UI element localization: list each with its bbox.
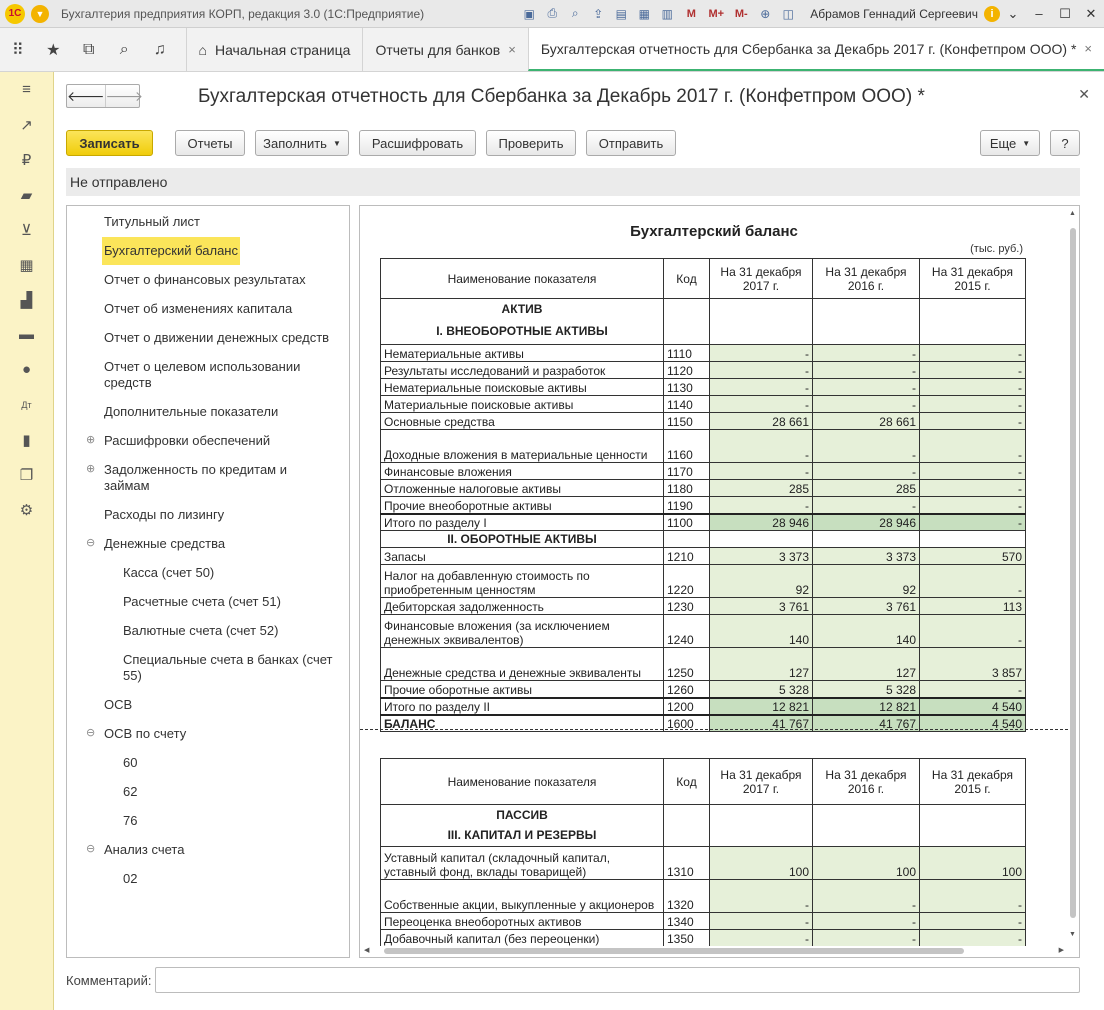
asset-table: [380, 258, 1026, 732]
row-name: Основные средства: [381, 413, 664, 430]
row-value-2015[interactable]: -: [920, 430, 1026, 463]
row-name: Результаты исследований и разработок: [381, 362, 664, 379]
row-name: Финансовые вложения: [381, 463, 664, 480]
row-value-2015[interactable]: -: [920, 345, 1026, 362]
blank-cell: [664, 825, 710, 847]
grid-menu-icon[interactable]: ⠿: [11, 41, 24, 59]
tab-home-label: Начальная страница: [214, 41, 351, 58]
gear-icon[interactable]: ⚙: [19, 501, 34, 519]
row-value-2015[interactable]: -: [920, 930, 1026, 947]
blank-cell: [813, 825, 920, 847]
row-code: 1150: [664, 413, 710, 430]
debit-credit-icon[interactable]: Дт: [21, 399, 32, 410]
tree-item-osv-account[interactable]: ОСВ по счету: [104, 726, 187, 741]
close-icon[interactable]: ×: [1084, 41, 1092, 56]
table-row: [381, 362, 1026, 379]
form-area: [54, 72, 1104, 1010]
table-row: [381, 698, 1026, 715]
table-row: [381, 648, 1026, 681]
table-row: [381, 497, 1026, 514]
table-row: [381, 463, 1026, 480]
table-row: [381, 548, 1026, 565]
row-code: 1350: [664, 930, 710, 947]
tab-bank-reports[interactable]: [362, 28, 527, 71]
blank-cell: [664, 319, 710, 345]
window-titlebar: [0, 0, 1104, 28]
tab-bar: [0, 28, 1104, 72]
header-col3: На 31 декабря 2015 г.: [920, 259, 1026, 299]
comment-input[interactable]: [155, 967, 1080, 993]
scroll-down-icon[interactable]: ▼: [1069, 931, 1076, 938]
row-code: 1600: [664, 715, 710, 732]
more-button-label: Еще: [989, 135, 1017, 151]
tree-item-cash-flow[interactable]: Отчет о движении денежных средств: [104, 330, 330, 345]
row-name: Налог на добавленную стоимость по приобретенным ценностям: [381, 565, 664, 598]
row-value-2015[interactable]: -: [920, 514, 1026, 531]
row-name: Дебиторская задолженность: [381, 598, 664, 615]
fill-button[interactable]: [255, 130, 349, 156]
status-text: Не отправлено: [70, 174, 168, 190]
row-value-2015[interactable]: 4 540: [920, 698, 1026, 715]
row-code: 1190: [664, 497, 710, 514]
table-row: [381, 913, 1026, 930]
section-asset: АКТИВ: [381, 299, 664, 319]
row-value-2016[interactable]: -: [813, 362, 920, 379]
row-value-2015[interactable]: 3 857: [920, 648, 1026, 681]
reports-button[interactable]: Отчеты: [175, 130, 245, 156]
row-value-2017[interactable]: 127: [710, 648, 813, 681]
row-value-2017[interactable]: 92: [710, 565, 813, 598]
table-row: [381, 880, 1026, 913]
row-value-2017[interactable]: -: [710, 362, 813, 379]
row-value-2017[interactable]: -: [710, 463, 813, 480]
doc-icon[interactable]: ▤: [615, 6, 627, 21]
row-value-2016[interactable]: -: [813, 463, 920, 480]
close-window-icon[interactable]: ✕: [1085, 5, 1097, 21]
blank-cell: [920, 319, 1026, 345]
blank-cell: [920, 531, 1026, 548]
liability-table: [380, 758, 1026, 946]
tree-item-02[interactable]: 02: [123, 871, 138, 886]
header-col1: На 31 декабря 2017 г.: [710, 759, 813, 805]
caret-down-icon: ▼: [1022, 138, 1031, 148]
blank-cell: [813, 805, 920, 825]
blank-cell: [813, 319, 920, 345]
bar-chart-icon[interactable]: ▮: [22, 431, 31, 449]
row-value-2015[interactable]: 113: [920, 598, 1026, 615]
row-value-2016[interactable]: 12 821: [813, 698, 920, 715]
factory-icon[interactable]: ▟: [20, 291, 33, 309]
row-value-2015[interactable]: -: [920, 379, 1026, 396]
tree-item-leasing[interactable]: Расходы по лизингу: [104, 507, 225, 522]
row-code: 1120: [664, 362, 710, 379]
blank-cell: [710, 319, 813, 345]
row-value-2017[interactable]: -: [710, 345, 813, 362]
scroll-up-icon[interactable]: ▲: [1069, 210, 1076, 217]
row-name: БАЛАНС: [381, 715, 664, 732]
row-value-2016[interactable]: 140: [813, 615, 920, 648]
row-code: 1170: [664, 463, 710, 480]
horizontal-scrollbar[interactable]: [364, 947, 1064, 955]
export-icon[interactable]: ⇪: [593, 6, 604, 21]
tree-item-collateral[interactable]: Расшифровки обеспечений: [104, 433, 271, 448]
table-row: [381, 379, 1026, 396]
row-value-2017[interactable]: 28 946: [710, 514, 813, 531]
row-value-2017[interactable]: -: [710, 396, 813, 413]
save-icon[interactable]: ▣: [523, 6, 535, 21]
subsection-capital: III. КАПИТАЛ И РЕЗЕРВЫ: [381, 825, 664, 847]
row-value-2017[interactable]: 285: [710, 480, 813, 497]
row-value-2015[interactable]: 100: [920, 847, 1026, 880]
back-arrow-icon[interactable]: 🡐: [67, 87, 105, 104]
tree-item-account-52[interactable]: Валютные счета (счет 52): [123, 623, 279, 638]
header-code: Код: [664, 259, 710, 299]
asset-total2: [381, 698, 1026, 715]
units-label: (тыс. руб.): [970, 243, 1023, 255]
favorites-star-icon[interactable]: ★: [46, 41, 61, 59]
row-code: 1250: [664, 648, 710, 681]
app-logo-icon[interactable]: 1С: [5, 4, 25, 24]
asset-total1: [381, 514, 1026, 531]
tree-item-capital-changes[interactable]: Отчет об изменениях капитала: [104, 301, 293, 316]
row-name: Нематериальные активы: [381, 345, 664, 362]
tree-item-62[interactable]: 62: [123, 784, 138, 799]
cart-icon[interactable]: ⊻: [21, 221, 32, 239]
row-value-2015[interactable]: -: [920, 880, 1026, 913]
row-value-2016[interactable]: 3 373: [813, 548, 920, 565]
row-value-2017[interactable]: 140: [710, 615, 813, 648]
row-value-2015[interactable]: -: [920, 913, 1026, 930]
maximize-icon[interactable]: ☐: [1059, 5, 1071, 21]
table-row: [381, 565, 1026, 598]
row-name: Итого по разделу I: [381, 514, 664, 531]
trend-icon[interactable]: ↗: [20, 116, 33, 134]
bag-icon[interactable]: ▰: [20, 186, 33, 204]
app-title: Бухгалтерия предприятия КОРП, редакция 3.0 (1С:Предприятие): [61, 6, 425, 21]
table-row: [381, 598, 1026, 615]
blank-cell: [710, 805, 813, 825]
row-value-2017[interactable]: 3 761: [710, 598, 813, 615]
row-value-2016[interactable]: 28 661: [813, 413, 920, 430]
fill-button-label: Заполнить: [263, 135, 327, 151]
table-row: [381, 681, 1026, 698]
row-value-2016[interactable]: -: [813, 396, 920, 413]
scroll-right-icon[interactable]: ▶: [1058, 947, 1064, 954]
row-value-2015[interactable]: 570: [920, 548, 1026, 565]
panels-icon[interactable]: ◫: [782, 6, 794, 21]
row-value-2017[interactable]: -: [710, 430, 813, 463]
blank-cell: [920, 299, 1026, 319]
row-value-2016[interactable]: 92: [813, 565, 920, 598]
row-code: 1310: [664, 847, 710, 880]
tree-item-76[interactable]: 76: [123, 813, 138, 828]
row-code: 1230: [664, 598, 710, 615]
table-row: [381, 396, 1026, 413]
memory-plus-button[interactable]: M+: [708, 7, 725, 20]
collapse-icon[interactable]: ⊖: [86, 727, 96, 739]
more-button[interactable]: [980, 130, 1040, 156]
table-row: [381, 615, 1026, 648]
blank-cell: [920, 805, 1026, 825]
row-value-2016[interactable]: 41 767: [813, 715, 920, 732]
asset-rows2: [381, 548, 1026, 698]
close-form-icon[interactable]: ✕: [1078, 86, 1090, 102]
status-badge: [66, 168, 1080, 196]
row-value-2015[interactable]: -: [920, 396, 1026, 413]
section-panel: [0, 72, 54, 1010]
caret-down-icon: ▼: [332, 138, 341, 148]
asset-rows1: [381, 345, 1026, 514]
tree-item-cash[interactable]: Денежные средства: [104, 536, 226, 551]
row-value-2017[interactable]: 3 373: [710, 548, 813, 565]
row-name: Добавочный капитал (без переоценки): [381, 930, 664, 947]
report-sheet: [359, 205, 1080, 958]
header-col2: На 31 декабря 2016 г.: [813, 259, 920, 299]
scroll-thumb[interactable]: [1070, 228, 1076, 918]
row-value-2016[interactable]: -: [813, 345, 920, 362]
tree-item-account-55[interactable]: Специальные счета в банках (счет 55): [123, 652, 333, 683]
preview-icon[interactable]: ⌕: [571, 6, 579, 20]
subsection-current: II. ОБОРОТНЫЕ АКТИВЫ: [381, 531, 664, 548]
row-value-2017[interactable]: -: [710, 930, 813, 947]
tree-item-additional[interactable]: Дополнительные показатели: [104, 404, 279, 419]
tree-item-loans[interactable]: Задолженность по кредитам и займам: [104, 462, 287, 493]
decode-button[interactable]: Расшифровать: [359, 130, 476, 156]
row-code: 1100: [664, 514, 710, 531]
row-name: Нематериальные поисковые активы: [381, 379, 664, 396]
row-value-2017[interactable]: 12 821: [710, 698, 813, 715]
row-value-2016[interactable]: -: [813, 930, 920, 947]
row-code: 1110: [664, 345, 710, 362]
table-row: [381, 430, 1026, 463]
main-menu-button[interactable]: ▼: [31, 5, 49, 23]
page-break-line: [360, 729, 1068, 730]
close-icon[interactable]: ×: [508, 42, 516, 57]
tab-label: Отчеты для банков: [375, 41, 501, 58]
header-code: Код: [664, 759, 710, 805]
memory-minus-button[interactable]: M-: [734, 7, 748, 20]
tab-sberbank-report[interactable]: [528, 28, 1104, 71]
tree-item-balance[interactable]: Бухгалтерский баланс: [102, 237, 240, 265]
row-value-2017[interactable]: -: [710, 379, 813, 396]
row-value-2016[interactable]: -: [813, 379, 920, 396]
row-name: Собственные акции, выкупленные у акционеров: [381, 880, 664, 913]
table-row: [381, 480, 1026, 497]
row-name: Прочие оборотные активы: [381, 681, 664, 698]
memory-button[interactable]: M: [686, 7, 696, 20]
scroll-thumb[interactable]: [384, 948, 964, 954]
search-icon[interactable]: ⌕: [119, 40, 129, 58]
check-button[interactable]: Проверить: [486, 130, 576, 156]
header-col2: На 31 декабря 2016 г.: [813, 759, 920, 805]
row-value-2016[interactable]: 285: [813, 480, 920, 497]
menu-lines-icon[interactable]: ≡: [22, 81, 31, 98]
row-name: Уставный капитал (складочный капитал, уставный фонд, вклады товарищей): [381, 847, 664, 880]
row-name: Итого по разделу II: [381, 698, 664, 715]
row-value-2016[interactable]: -: [813, 913, 920, 930]
collapse-icon[interactable]: ⊖: [86, 537, 96, 549]
tab-label: Бухгалтерская отчетность для Сбербанка за Декабрь 2017 г. (Конфетпром ООО) *: [540, 40, 1077, 57]
send-button[interactable]: Отправить: [586, 130, 676, 156]
blank-cell: [813, 299, 920, 319]
page-title: Бухгалтерская отчетность для Сбербанка за Декабрь 2017 г. (Конфетпром ООО) *: [198, 86, 925, 107]
calculator-icon[interactable]: ▦: [638, 6, 650, 21]
tab-home[interactable]: [186, 28, 363, 71]
row-value-2015[interactable]: -: [920, 463, 1026, 480]
row-value-2017[interactable]: 5 328: [710, 681, 813, 698]
blank-cell: [664, 805, 710, 825]
minimize-icon[interactable]: –: [1035, 6, 1043, 21]
row-code: 1340: [664, 913, 710, 930]
subsection-noncurrent: I. ВНЕОБОРОТНЫЕ АКТИВЫ: [381, 319, 664, 345]
header-col3: На 31 декабря 2015 г.: [920, 759, 1026, 805]
row-value-2017[interactable]: 28 661: [710, 413, 813, 430]
row-value-2015[interactable]: -: [920, 480, 1026, 497]
row-code: 1180: [664, 480, 710, 497]
row-name: Финансовые вложения (за исключением денежных эквивалентов): [381, 615, 664, 648]
blank-cell: [813, 531, 920, 548]
row-code: 1160: [664, 430, 710, 463]
row-value-2016[interactable]: 100: [813, 847, 920, 880]
table-row: [381, 930, 1026, 947]
row-name: Переоценка внеоборотных активов: [381, 913, 664, 930]
row-value-2016[interactable]: 5 328: [813, 681, 920, 698]
row-value-2017[interactable]: -: [710, 880, 813, 913]
tree-item-targeted-use[interactable]: Отчет о целевом использовании средств: [104, 359, 301, 390]
row-value-2015[interactable]: -: [920, 565, 1026, 598]
warehouse-icon[interactable]: ▦: [19, 256, 34, 274]
home-icon: ⌂: [198, 41, 207, 58]
row-name: Отложенные налоговые активы: [381, 480, 664, 497]
blank-cell: [664, 299, 710, 319]
table-row: [381, 847, 1026, 880]
history-nav: [66, 84, 144, 108]
header-name: Наименование показателя: [381, 759, 664, 805]
header-col1: На 31 декабря 2017 г.: [710, 259, 813, 299]
report-sections-tree: [66, 205, 350, 958]
row-value-2016[interactable]: 127: [813, 648, 920, 681]
bell-icon[interactable]: ♫: [153, 40, 166, 58]
print-icon[interactable]: ⎙: [547, 6, 558, 20]
tree-item-account-51[interactable]: Расчетные счета (счет 51): [123, 594, 281, 609]
blank-cell: [920, 825, 1026, 847]
tree-item-title-page[interactable]: Титульный лист: [104, 214, 201, 229]
ruble-icon[interactable]: ₽: [21, 151, 32, 169]
row-value-2015[interactable]: -: [920, 362, 1026, 379]
blank-cell: [710, 825, 813, 847]
row-value-2017[interactable]: 41 767: [710, 715, 813, 732]
table-row: [381, 514, 1026, 531]
header-name: Наименование показателя: [381, 259, 664, 299]
tree-item-osv[interactable]: ОСВ: [104, 697, 133, 712]
documents-icon[interactable]: ❐: [19, 466, 34, 484]
row-name: Прочие внеоборотные активы: [381, 497, 664, 514]
row-value-2016[interactable]: 28 946: [813, 514, 920, 531]
blank-cell: [664, 531, 710, 548]
expand-icon[interactable]: ⊕: [86, 463, 96, 475]
row-value-2015[interactable]: -: [920, 497, 1026, 514]
row-value-2017[interactable]: -: [710, 913, 813, 930]
table-row: [381, 345, 1026, 362]
calendar-icon[interactable]: ▥: [661, 6, 673, 21]
help-button[interactable]: ?: [1050, 130, 1080, 156]
row-code: 1260: [664, 681, 710, 698]
row-name: Доходные вложения в материальные ценности: [381, 430, 664, 463]
section-liability: ПАССИВ: [381, 805, 664, 825]
table-row: [381, 413, 1026, 430]
row-value-2016[interactable]: -: [813, 497, 920, 514]
blank-cell: [710, 531, 813, 548]
blank-cell: [710, 299, 813, 319]
person-icon[interactable]: ●: [21, 361, 32, 378]
row-name: Запасы: [381, 548, 664, 565]
truck-icon[interactable]: ▬: [19, 326, 34, 343]
row-value-2016[interactable]: 3 761: [813, 598, 920, 615]
row-code: 1220: [664, 565, 710, 598]
comment-label: Комментарий:: [66, 973, 152, 988]
tree-item-account-50[interactable]: Касса (счет 50): [123, 565, 215, 580]
liability-rows: [381, 847, 1026, 947]
scroll-left-icon[interactable]: ◀: [364, 947, 370, 954]
info-icon[interactable]: i: [984, 6, 1000, 22]
row-code: 1210: [664, 548, 710, 565]
dropdown-icon[interactable]: ⌄: [1007, 5, 1019, 21]
row-value-2015[interactable]: -: [920, 615, 1026, 648]
row-value-2017[interactable]: -: [710, 497, 813, 514]
history-icon[interactable]: ⧉: [83, 40, 95, 58]
collapse-icon[interactable]: ⊖: [86, 843, 96, 855]
row-value-2016[interactable]: -: [813, 430, 920, 463]
current-user[interactable]: Абрамов Геннадий Сергеевич: [810, 6, 978, 21]
row-value-2015[interactable]: -: [920, 413, 1026, 430]
row-name: Материальные поисковые активы: [381, 396, 664, 413]
row-value-2015[interactable]: 4 540: [920, 715, 1026, 732]
form-toolbar: [66, 130, 1080, 156]
row-code: 1130: [664, 379, 710, 396]
tree-item-financial-results[interactable]: Отчет о финансовых результатах: [104, 272, 306, 287]
tree-item-account-analysis[interactable]: Анализ счета: [104, 842, 185, 857]
row-name: Денежные средства и денежные эквиваленты: [381, 648, 664, 681]
expand-icon[interactable]: ⊕: [86, 434, 96, 446]
vertical-scrollbar[interactable]: [1069, 210, 1077, 938]
row-code: 1200: [664, 698, 710, 715]
row-value-2017[interactable]: 100: [710, 847, 813, 880]
zoom-icon[interactable]: ⊕: [760, 6, 771, 21]
row-code: 1240: [664, 615, 710, 648]
row-code: 1140: [664, 396, 710, 413]
row-value-2015[interactable]: -: [920, 681, 1026, 698]
report-title: Бухгалтерский баланс: [630, 223, 798, 240]
row-value-2016[interactable]: -: [813, 880, 920, 913]
row-code: 1320: [664, 880, 710, 913]
forward-arrow-icon[interactable]: 🡒: [105, 85, 144, 107]
tree-item-60[interactable]: 60: [123, 755, 138, 770]
save-button[interactable]: Записать: [66, 130, 153, 156]
